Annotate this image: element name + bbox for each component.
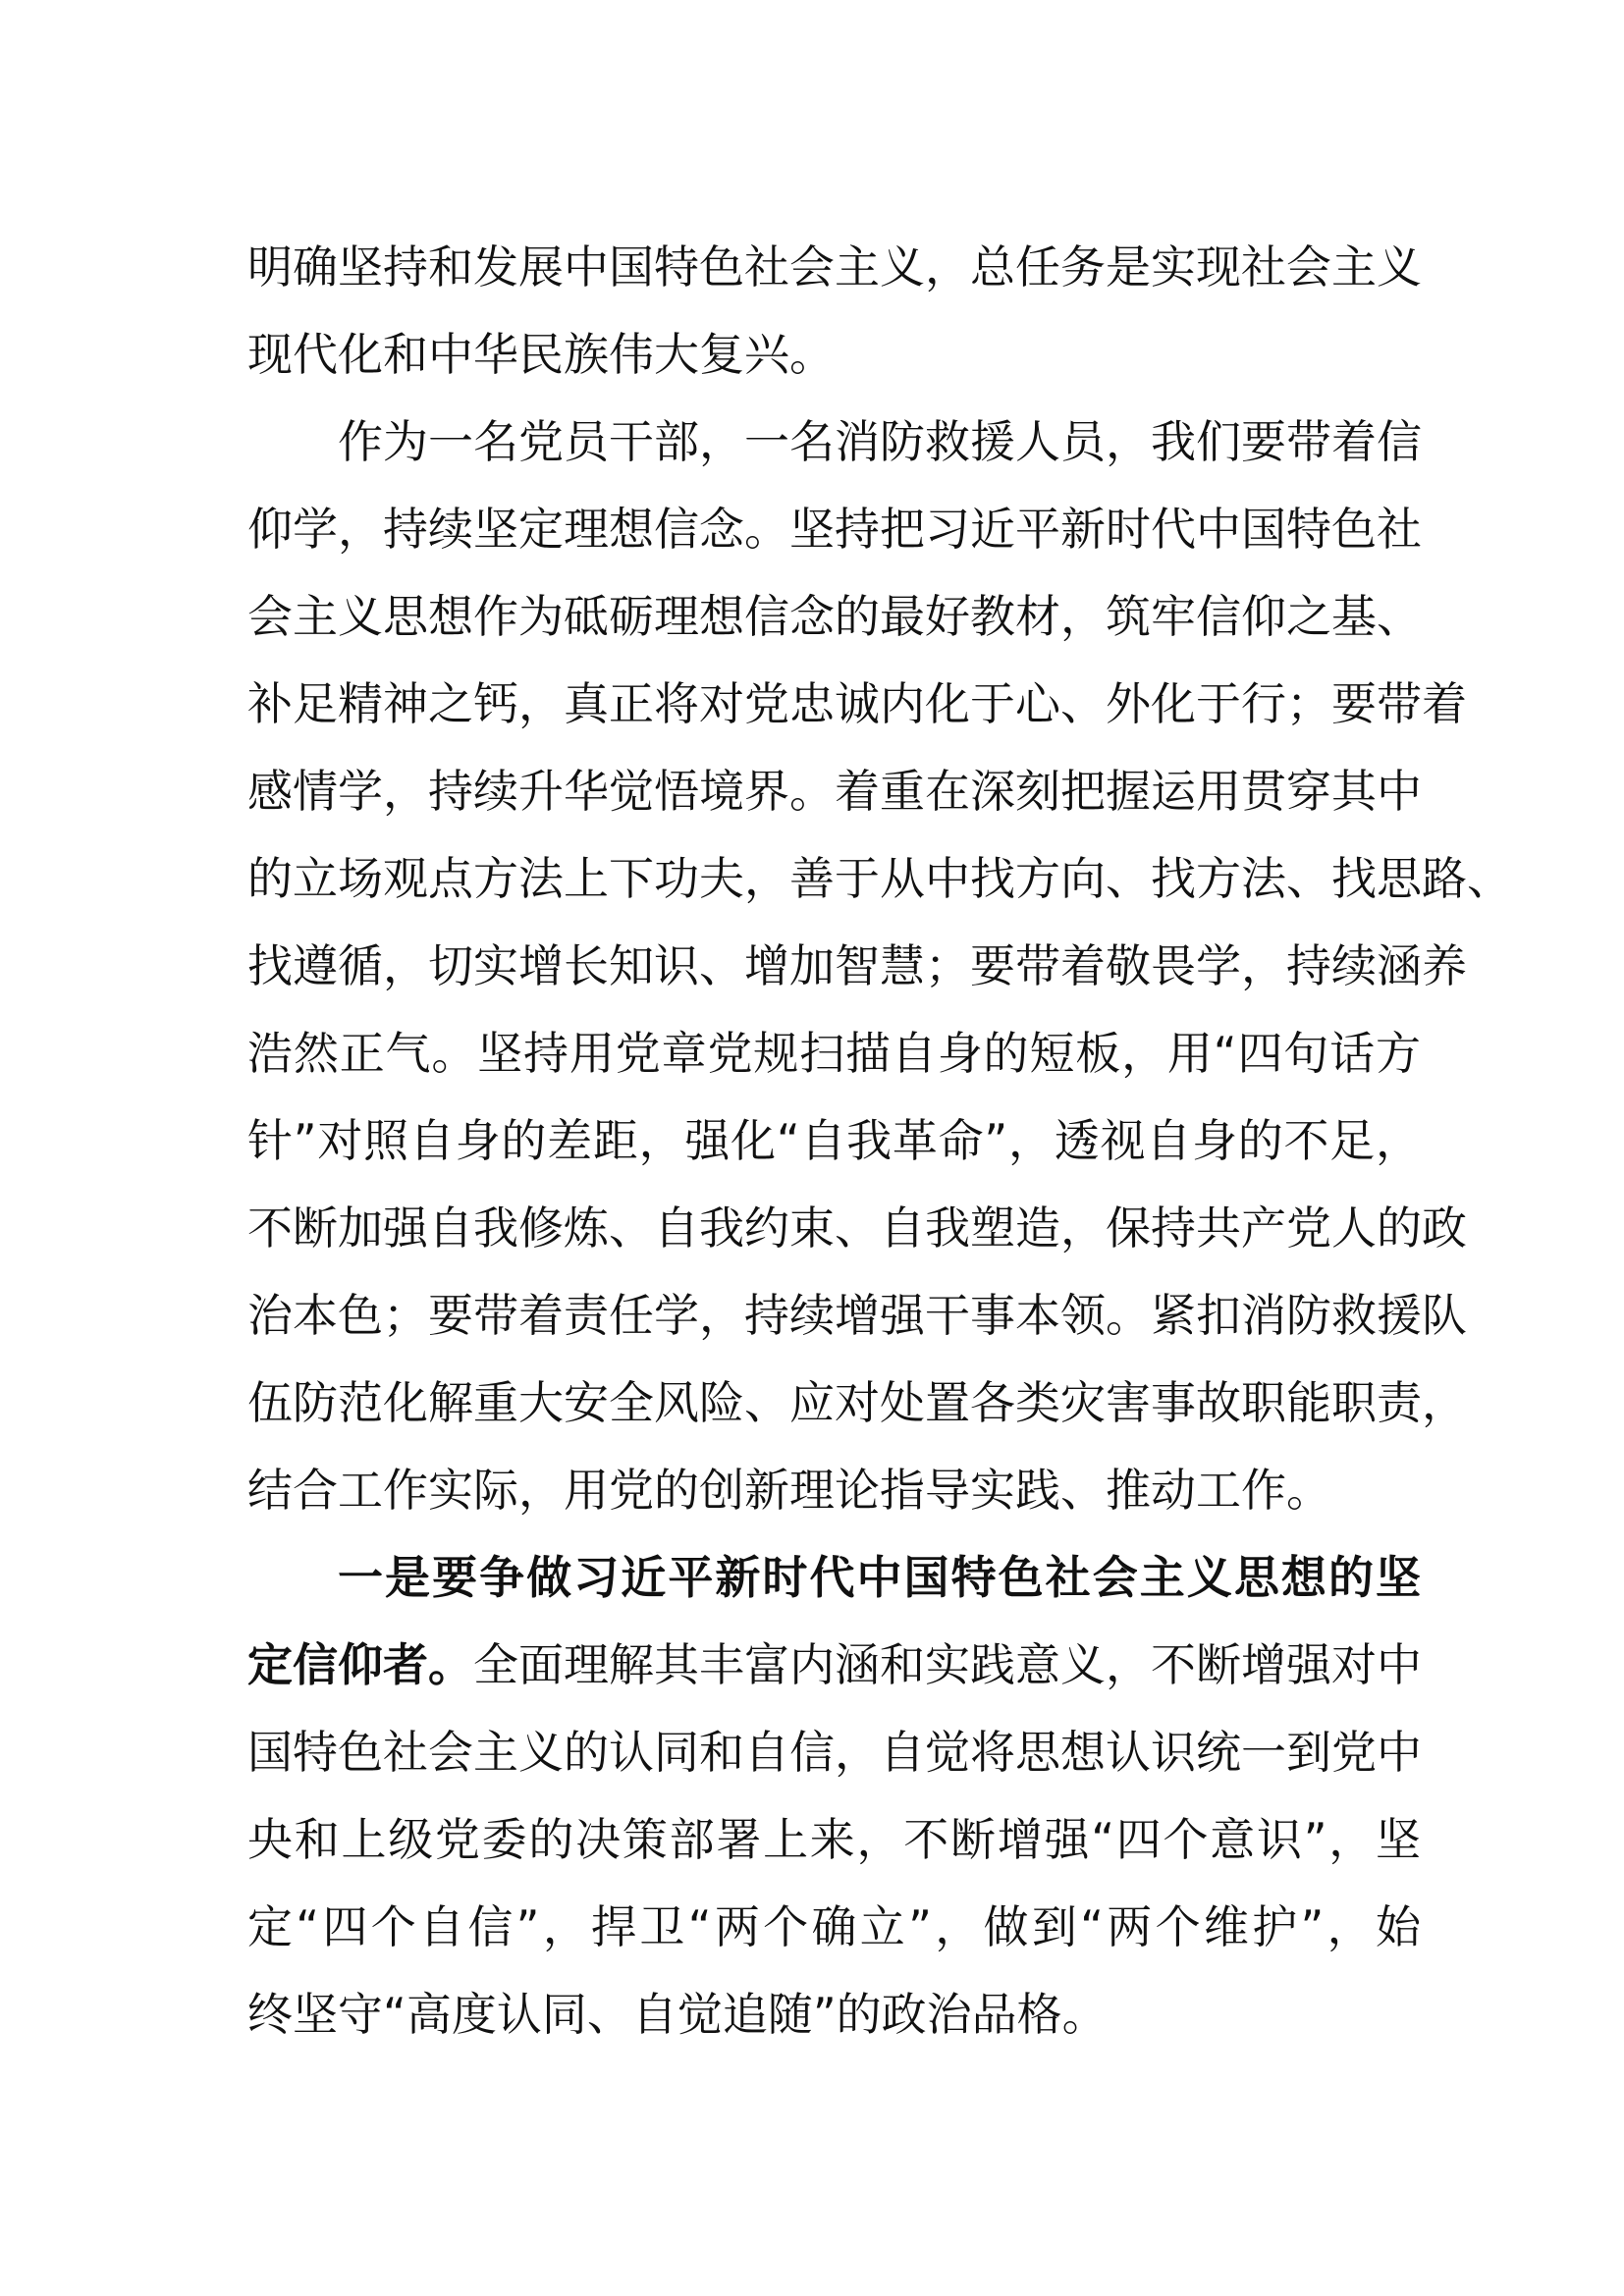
- bold-lead-in: 定信仰者。: [247, 1638, 473, 1691]
- text-line: 的立场观点方法上下功夫，善于从中找方向、找方法、找思路、: [247, 852, 1512, 905]
- paragraph-3: [247, 1534, 1421, 2058]
- text-line: 感情学，持续升华觉悟境界。着重在深刻把握运用贯穿其中: [247, 765, 1422, 818]
- text-line: 不断加强自我修炼、自我约束、自我塑造，保持共产党人的政: [247, 1201, 1467, 1255]
- text-line: 终坚守“高度认同、自觉追随”的政治品格。: [247, 1988, 1108, 2041]
- text-line: 作为一名党员干部，一名消防救援人员，我们要带着信: [338, 415, 1422, 468]
- document-body: [247, 224, 1512, 2058]
- text-run: 全面理解其丰富内涵和实践意义，不断增强对中: [473, 1638, 1422, 1691]
- text-line: 针”对照自身的差距，强化“自我革命”，透视自身的不足，: [247, 1114, 1421, 1167]
- text-line: 国特色社会主义的认同和自信，自觉将思想认识统一到党中: [247, 1726, 1422, 1779]
- text-line: 伍防范化解重大安全风险、应对处置各类灾害事故职能职责，: [247, 1376, 1467, 1429]
- text-line: 治本色；要带着责任学，持续增强干事本领。紧扣消防救援队: [247, 1289, 1467, 1342]
- paragraph-2: [247, 399, 1512, 1534]
- text-line: 仰学，持续坚定理想信念。坚持把习近平新时代中国特色社: [247, 503, 1422, 556]
- text-line: 会主义思想作为砥砺理想信念的最好教材，筑牢信仰之基、: [247, 590, 1422, 643]
- paragraph-1: [247, 224, 1421, 399]
- text-line: 找遵循，切实增长知识、增加智慧；要带着敬畏学，持续涵养: [247, 939, 1467, 992]
- text-line: 浩然正气。坚持用党章党规扫描自身的短板，用“四句话方: [247, 1027, 1421, 1080]
- text-line: 明确坚持和发展中国特色社会主义，总任务是实现社会主义: [247, 240, 1422, 294]
- bold-heading-line: 一是要争做习近平新时代中国特色社会主义思想的坚: [338, 1551, 1421, 1604]
- text-line: [247, 1622, 1421, 1709]
- text-line: 定“四个自信”，捍卫“两个确立”，做到“两个维护”，始: [247, 1900, 1421, 1953]
- text-line: 央和上级党委的决策部署上来，不断增强“四个意识”，坚: [247, 1813, 1421, 1866]
- text-line: 现代化和中华民族伟大复兴。: [247, 328, 835, 381]
- text-line: 结合工作实际，用党的创新理论指导实践、推动工作。: [247, 1464, 1331, 1517]
- text-line: 补足精神之钙，真正将对党忠诚内化于心、外化于行；要带着: [247, 677, 1467, 730]
